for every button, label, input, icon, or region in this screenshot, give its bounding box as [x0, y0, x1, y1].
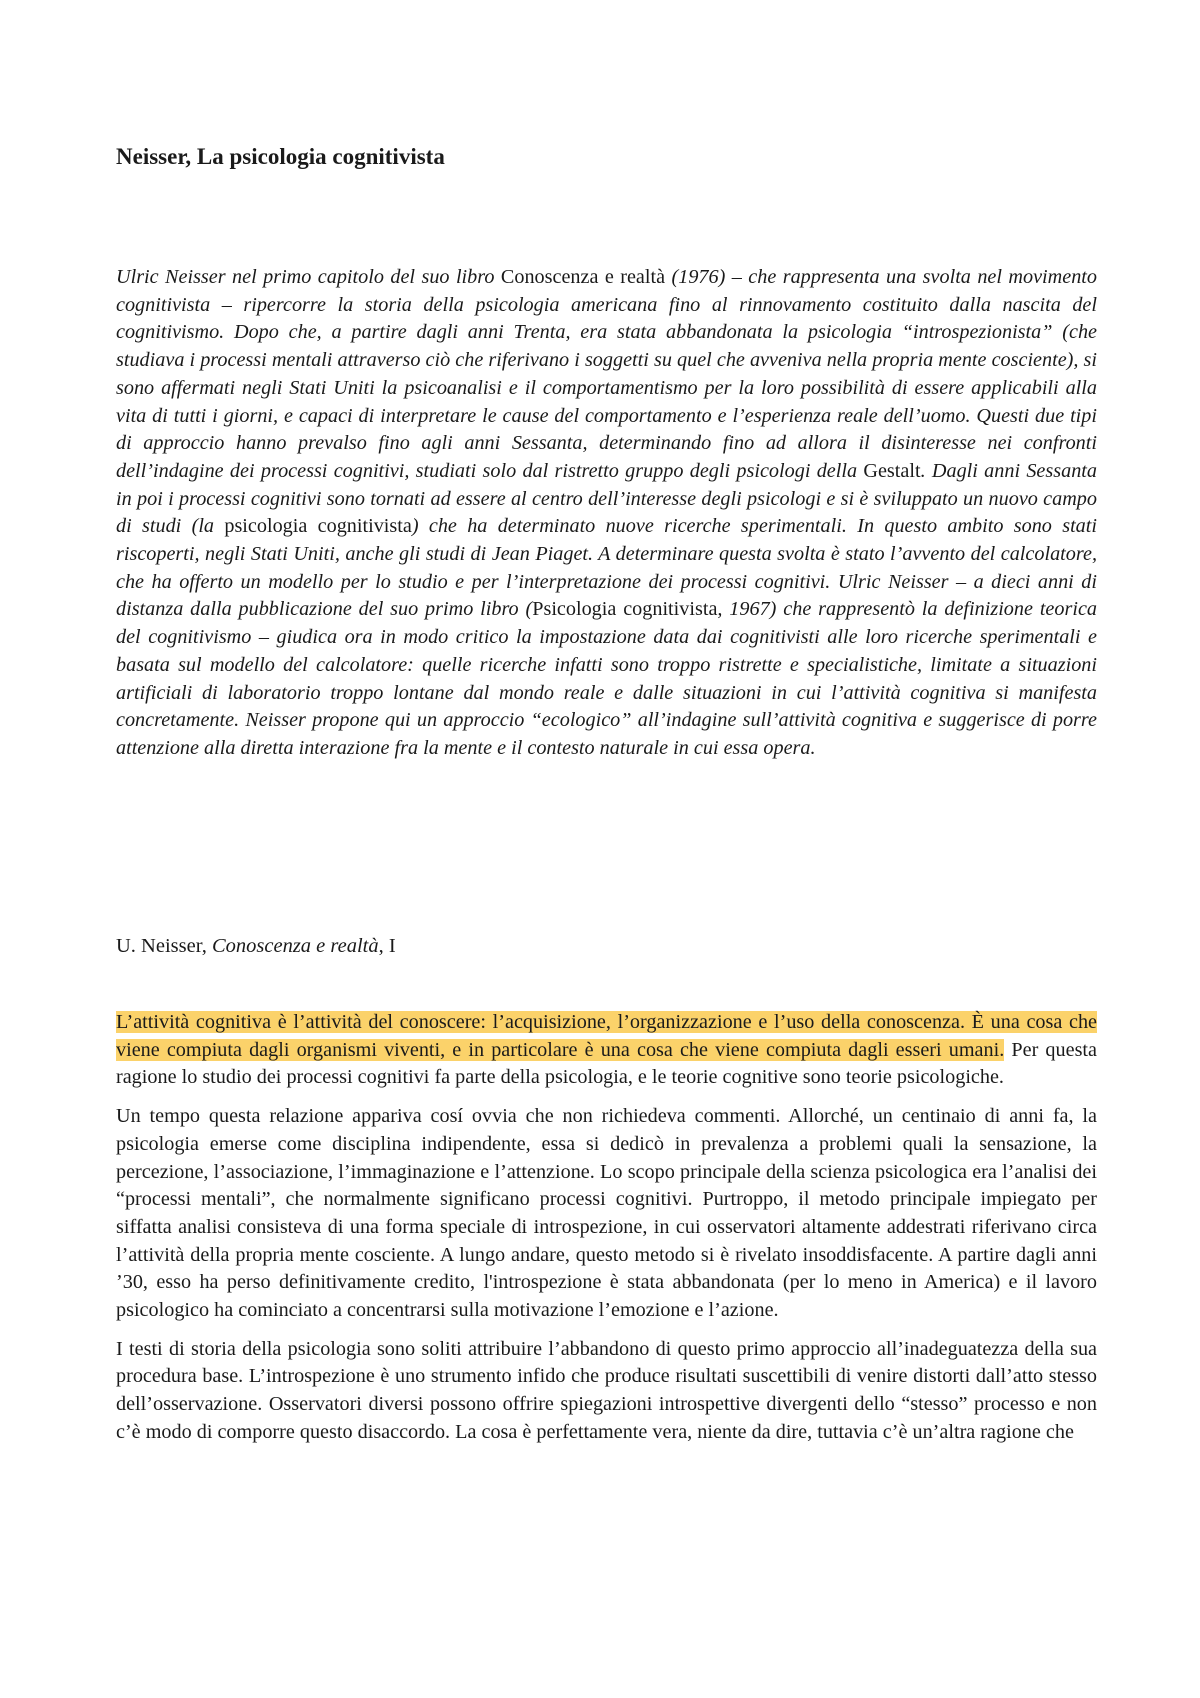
excerpt-body [116, 1009, 1097, 1458]
excerpt-paragraph [116, 1103, 1097, 1325]
intro-field-name: psicologia cognitivista [224, 515, 412, 538]
intro-segment: ) che ha determinato nuove ricerche sperimentali. In questo ambito sono stati riscoperti, negli Stati Uniti, anche gli studi di Jean Piaget. A determinare questa svolta è stato l’avvento del calcolatore, che ha offerto un modello per lo studio e per l’interpretazione dei processi cognitivi. Ulric Neisser – a dieci anni di distanza dalla pubblicazione del suo primo libro ( [116, 515, 1097, 621]
intro-segment: (1976) – che rappresenta una svolta nel movimento cognitivista – ripercorre la storia della psicologia americana fino al rinnovamento costituito dalla nascita del cognitivismo. Dopo che, a partire dagli anni Trenta, era stata abbandonata la psicologia “introspezionista” (che studiava i processi mentali attraverso ciò che riferivano i soggetti su quel che avveniva nella propria mente cosciente), si sono affermati negli Stati Uniti la psicoanalisi e il comportamentismo per la loro possibilità di essere applicabili alla vita di tutti i giorni, e capaci di interpretare le cause del comportamento e l’esperienza reale dell’uomo. Questi due tipi di approccio hanno prevalso fino agli anni Sessanta, determinando fino ad allora il disinteresse nei confronti dell’indagine dei processi cognitivi, studiati solo dal ristretto gruppo degli psicologi della [116, 266, 1097, 482]
source-author: U. Neisser, [116, 935, 212, 957]
intro-segment: . Dagli anni Sessanta in poi i processi cognitivi sono tornati ad essere al centro dell’interesse degli psicologi e si è sviluppato un nuovo campo di studi (la [116, 459, 1097, 538]
intro-first-book-title: Psicologia cognitivista [532, 598, 718, 621]
highlighted-text: L’attività cognitiva è l’attività del conoscere: l’acquisizione, l’organizzazione e l’uso della conoscenza. È una cosa che viene compiuta dagli organismi viventi, e in particolare è una cosa che viene compiuta dagli esseri umani. [116, 1011, 1097, 1061]
source-chapter: , I [378, 935, 396, 957]
intro-segment: Ulric Neisser nel primo capitolo del suo libro [116, 266, 501, 288]
excerpt-paragraph [116, 1336, 1097, 1447]
document-page [116, 0, 1097, 1698]
source-work: Conoscenza e realtà [211, 935, 379, 957]
intro-book-title: Conoscenza e realtà [500, 266, 666, 288]
source-citation [116, 933, 396, 960]
intro-gestalt: Gestalt [863, 459, 921, 482]
paragraph-text: I testi di storia della psicologia sono soliti attribuire l’abbandono di questo primo approccio all’inadeguatezza della sua procedura base. L’introspezione è uno strumento infido che produce risultati suscettibili di venire distorti dall’atto stesso dell’osservazione. Osservatori diversi possono offrire spiegazioni introspettive divergenti dello “stesso” processo e non c’è modo di comporre questo disaccordo. La cosa è perfettamente vera, niente da dire, tuttavia c’è un’altra ragione che [116, 1337, 1097, 1443]
excerpt-paragraph [116, 1009, 1097, 1092]
intro-segment: , 1967) che rappresentò la definizione teorica del cognitivismo – giudica ora in modo critico la impostazione data dai cognitivisti alle loro ricerche sperimentali e basata sul modello del calcolatore: quelle ricerche infatti sono troppo ristrette e specialistiche, limitate a situazioni artificiali di laboratorio troppo lontane dal mondo reale e dalle situazioni in cui l’attività cognitiva si manifesta concretamente. Neisser propone qui un approccio “ecologico” all’indagine sull’attività cognitiva e suggerisce di porre attenzione alla diretta interazione fra la mente e il contesto naturale in cui essa opera. [116, 598, 1097, 759]
paragraph-text: Un tempo questa relazione appariva cosí ovvia che non richiedeva commenti. Allorché, un centinaio di anni fa, la psicologia emerse come disciplina indipendente, essa si dedicò in prevalenza a problemi quali la sensazione, la percezione, l’associazione, l’immaginazione e l’attenzione. Lo scopo principale della scienza psicologica era l’analisi dei “processi mentali”, che normalmente significano processi cognitivi. Purtroppo, il metodo principale impiegato per siffatta analisi consisteva di una forma speciale di introspezione, in cui osservatori altamente addestrati riferivano circa l’attività della propria mente cosciente. A lungo andare, questo metodo si è rivelato insoddisfacente. A partire dagli anni ’30, esso ha perso definitivamente credito, l'introspezione è stata abbandonata (per lo meno in America) e il lavoro psicologico ha cominciato a concentrarsi sulla motivazione l’emozione e l’azione. [116, 1105, 1097, 1322]
paragraph-text: Per questa ragione lo studio dei processi cognitivi fa parte della psicologia, e le teorie cognitive sono teorie psicologiche. [116, 1038, 1097, 1089]
document-title: Neisser, La psicologia cognitivista [116, 144, 445, 169]
intro-paragraph [116, 264, 1097, 763]
